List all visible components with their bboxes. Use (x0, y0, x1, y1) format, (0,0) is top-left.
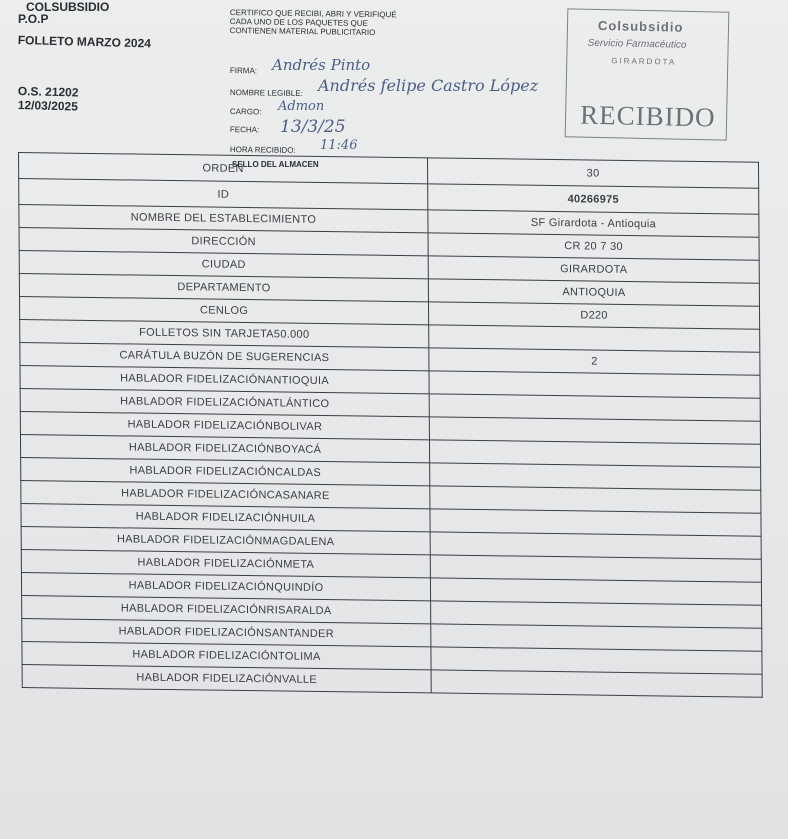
firma-signature: Andrés Pinto (272, 56, 371, 74)
hora-label: HORA RECIBIDO: (229, 145, 296, 155)
row-label: ID (19, 179, 428, 210)
stamp-service: Servicio Farmacéutico (587, 37, 687, 51)
nombre-label: NOMBRE LEGIBLE: (229, 88, 303, 99)
row-label: HABLADOR FIDELIZACIÓNBOYACÁ (20, 435, 429, 463)
row-label: DEPARTAMENTO (19, 274, 428, 302)
row-label: CENLOG (20, 297, 429, 325)
stamp-city: GIRARDOTA (611, 56, 677, 67)
row-label: HABLADOR FIDELIZACIÓNCASANARE (21, 481, 430, 509)
sello-label: SELLO DEL ALMACEN (232, 160, 319, 169)
fecha-label: FECHA: (229, 125, 260, 135)
row-label: HABLADOR FIDELIZACIÓNMETA (21, 550, 430, 578)
row-label: HABLADOR FIDELIZACIÓNSANTANDER (22, 619, 431, 647)
row-value: ANTIOQUIA (428, 279, 759, 306)
fecha-value: 13/3/25 (280, 117, 346, 137)
order-service-number: O.S. 21202 (17, 84, 79, 100)
row-label: NOMBRE DEL ESTABLECIMIENTO (19, 205, 428, 233)
row-label: HABLADOR FIDELIZACIÓNMAGDALENA (21, 527, 430, 555)
folleto-title: FOLLETO MARZO 2024 (17, 33, 152, 51)
row-label: HABLADOR FIDELIZACIÓNVALLE (22, 665, 431, 693)
row-label: HABLADOR FIDELIZACIÓNHUILA (21, 504, 430, 532)
cargo-value: Admon (278, 99, 325, 114)
row-value (431, 670, 762, 697)
row-value: 2 (429, 348, 760, 375)
row-label: CARÁTULA BUZÓN DE SUGERENCIAS (20, 343, 429, 371)
row-label: FOLLETOS SIN TARJETA50.000 (20, 320, 429, 348)
stamp-status: RECIBIDO (579, 99, 716, 133)
row-value: 30 (427, 158, 758, 188)
row-value: D220 (428, 302, 759, 329)
stamp-brand: Colsubsidio (597, 17, 684, 35)
materials-table (18, 152, 760, 752)
row-label: HABLADOR FIDELIZACIÓNCALDAS (21, 458, 430, 486)
hora-value: 11:46 (320, 138, 358, 153)
company-name: COLSUBSIDIO (26, 0, 110, 14)
row-label: HABLADOR FIDELIZACIÓNQUINDÍO (21, 573, 430, 601)
nombre-value: Andrés felipe Castro López (318, 76, 539, 95)
received-stamp (565, 8, 730, 140)
row-label: HABLADOR FIDELIZACIÓNTOLIMA (22, 642, 431, 670)
cargo-label: CARGO: (229, 107, 262, 117)
row-value: SF Girardota - Antioquia (428, 210, 759, 237)
row-label: HABLADOR FIDELIZACIÓNATLÁNTICO (20, 389, 429, 417)
row-value: 40266975 (428, 184, 759, 214)
row-label: HABLADOR FIDELIZACIÓNRISARALDA (22, 596, 431, 624)
row-label: CIUDAD (19, 251, 428, 279)
firma-label: FIRMA: (229, 66, 258, 76)
row-label: ORDEN (19, 153, 428, 184)
row-value: CR 20 7 30 (428, 233, 759, 260)
materials-table-body (19, 153, 763, 698)
order-service-date: 12/03/2025 (17, 98, 79, 114)
row-label: HABLADOR FIDELIZACIÓNANTIOQUIA (20, 366, 429, 394)
certification-text: CERTIFICO QUE RECIBI, ABRI Y VERIFIQUÉ CADA UNO DE LOS PAQUETES QUE CONTIENEN MATERIAL PUBLICITARIO (229, 8, 397, 38)
row-value: GIRARDOTA (428, 256, 759, 283)
row-label: HABLADOR FIDELIZACIÓNBOLIVAR (20, 412, 429, 440)
row-label: DIRECCIÓN (19, 228, 428, 256)
pop-label: P.O.P (18, 12, 49, 26)
